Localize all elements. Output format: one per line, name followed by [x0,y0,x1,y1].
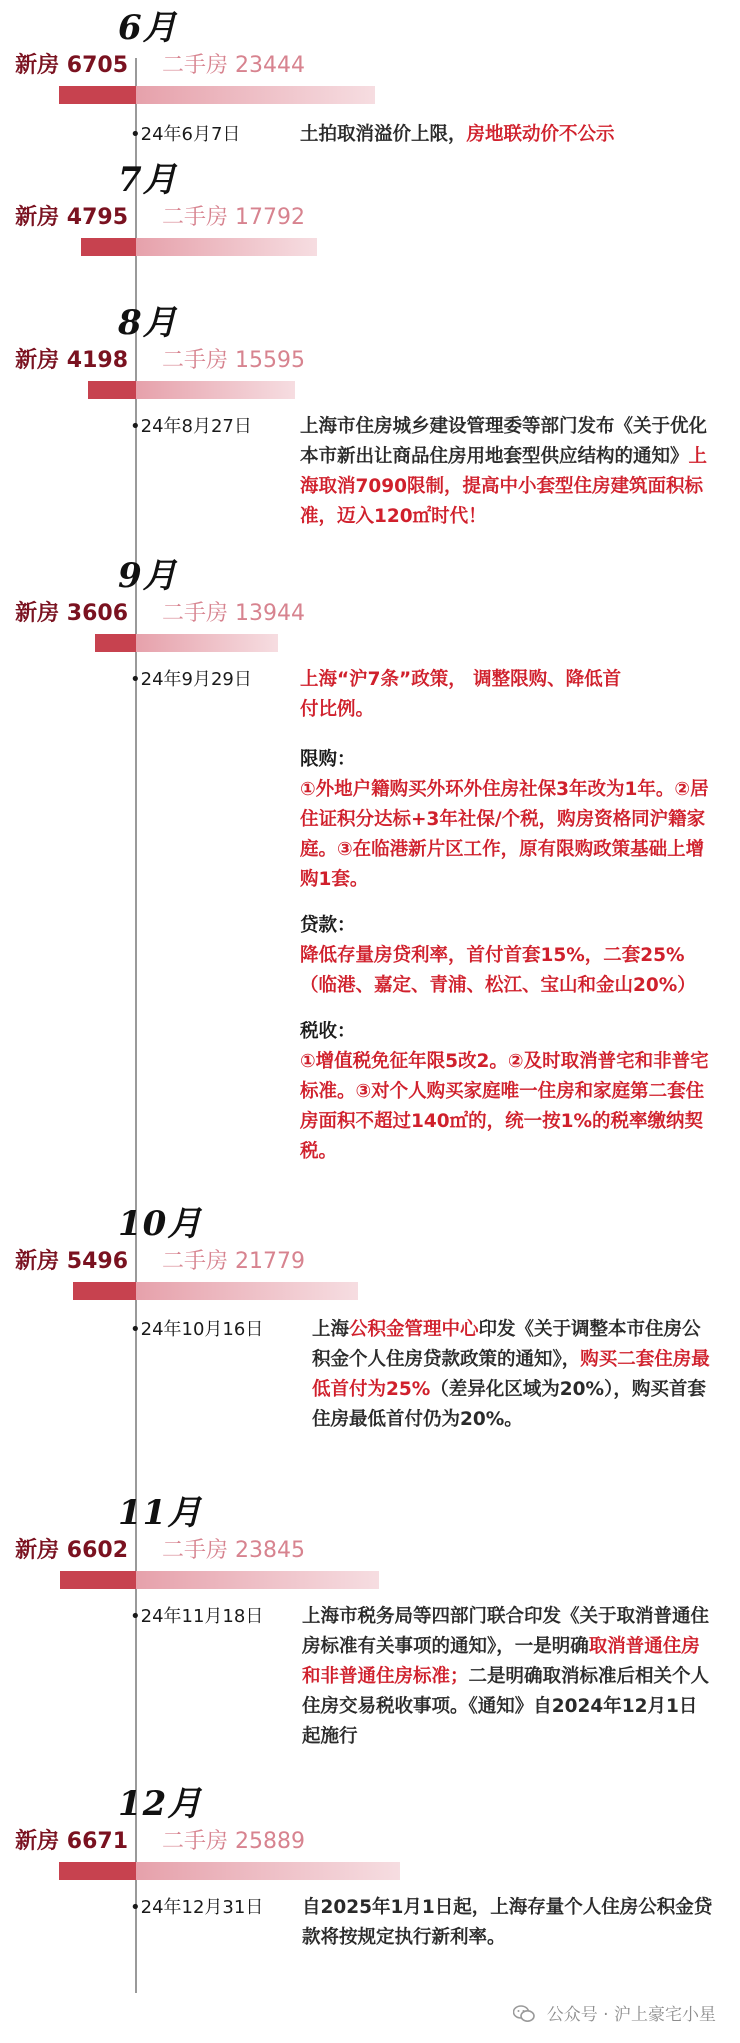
new-house-bar [73,1282,136,1300]
event-text-plain: 上海市税务局等四部门联合印发《关于取消普通住房标准有关事项的通知》，一是明确 [302,1606,710,1657]
event-date: •24年10月16日 [130,1319,264,1340]
event-text [300,665,710,1183]
event-text-highlight: 取消普通住房和非普通住房标准； [302,1636,700,1687]
new-house-bar [88,381,136,399]
second-hand-count: 二手房 15595 [162,348,305,373]
event-text-highlight: 公积金管理中心 [349,1319,479,1340]
event-text-highlight: 上海取消7090限制，提高中小套型住房建筑面积标准，迈入120㎡时代！ [300,446,708,527]
policy-label: 贷款： [300,915,356,936]
footer-watermark [513,2000,716,2025]
new-house-bar [81,238,136,256]
policy-text: ①增值税免征年限5改2。②及时取消普宅和非普宅标准。③对个人购买家庭唯一住房和家庭第二套住房面积不超过140㎡的，统一按1%的税率缴纳契税。 [300,1051,709,1162]
footer-text: 公众号 · 沪上豪宅小星 [546,2005,716,2025]
event-date: •24年6月7日 [130,124,241,145]
second-hand-count: 二手房 13944 [162,601,305,626]
event-text [300,120,720,150]
new-house-count: 新房 4795 [15,205,128,230]
second-hand-bar [136,634,278,652]
policy-tax [300,1017,710,1167]
event-text [302,1893,714,1953]
new-house-count: 新房 5496 [15,1249,128,1274]
new-house-count: 新房 6705 [15,53,128,78]
month-title: 9月 [118,556,178,596]
policy-loan [300,911,710,1001]
new-house-count: 新房 6602 [15,1538,128,1563]
second-hand-count: 二手房 25889 [162,1829,305,1854]
event-headline: 上海“沪7条”政策， 调整限购、降低首付比例。 [300,669,622,720]
event-text-plain: 印发《关于调整本市住房公积金个人住房贷款政策的通知》， [312,1319,701,1370]
event-text-plain: （差异化区域为20%），购买首套住房最低首付仍为20%。 [312,1379,706,1430]
policy-purchase-limit [300,745,710,895]
month-title: 7月 [118,160,178,200]
second-hand-count: 二手房 21779 [162,1249,305,1274]
policy-text: 降低存量房贷利率，首付首套15%，二套25%（临港、嘉定、青浦、松江、宝山和金山20%） [300,945,696,996]
event-text-plain: 二是明确取消标准后相关个人住房交易税收事项。《通知》自2024年12月1日起施行 [302,1666,710,1747]
wechat-icon [513,2005,535,2023]
event-text-plain: 土拍取消溢价上限， [300,124,467,145]
new-house-count: 新房 4198 [15,348,128,373]
second-hand-bar [136,238,317,256]
timeline-line [135,58,137,1993]
event-date: •24年11月18日 [130,1606,264,1627]
event-text-plain: 上海 [312,1319,350,1340]
event-text-plain: 上海市住房城乡建设管理委等部门发布《关于优化本市新出让商品住房用地套型供应结构的通知》 [300,416,708,467]
new-house-bar [59,1862,136,1880]
second-hand-count: 二手房 17792 [162,205,305,230]
event-date: •24年8月27日 [130,416,252,437]
event-text [312,1315,712,1435]
second-hand-count: 二手房 23845 [162,1538,305,1563]
month-title: 8月 [118,303,178,343]
event-date: •24年12月31日 [130,1897,264,1918]
second-hand-bar [136,1282,358,1300]
new-house-bar [95,634,136,652]
month-title: 10月 [118,1204,203,1244]
policy-text: ①外地户籍购买外环外住房社保3年改为1年。②居住证积分达标+3年社保/个税，购房资格同沪籍家庭。③在临港新片区工作，原有限购政策基础上增购1套。 [300,779,709,890]
new-house-count: 新房 6671 [15,1829,128,1854]
second-hand-bar [136,86,375,104]
second-hand-bar [136,1862,400,1880]
month-title: 6月 [118,8,178,48]
policy-label: 税收： [300,1021,356,1042]
event-text-plain: 自2025年1月1日起，上海存量个人住房公积金贷款将按规定执行新利率。 [302,1897,713,1948]
month-title: 11月 [118,1493,203,1533]
event-text-highlight: 房地联动价不公示 [466,124,615,145]
event-text [300,412,710,532]
new-house-bar [60,1571,136,1589]
new-house-count: 新房 3606 [15,601,128,626]
month-title: 12月 [118,1784,203,1824]
second-hand-count: 二手房 23444 [162,53,305,78]
new-house-bar [59,86,136,104]
second-hand-bar [136,1571,379,1589]
second-hand-bar [136,381,295,399]
event-text-highlight: 购买二套住房最低首付为25% [312,1349,710,1400]
event-date: •24年9月29日 [130,669,252,690]
event-text [302,1602,714,1752]
policy-label: 限购： [300,749,356,770]
